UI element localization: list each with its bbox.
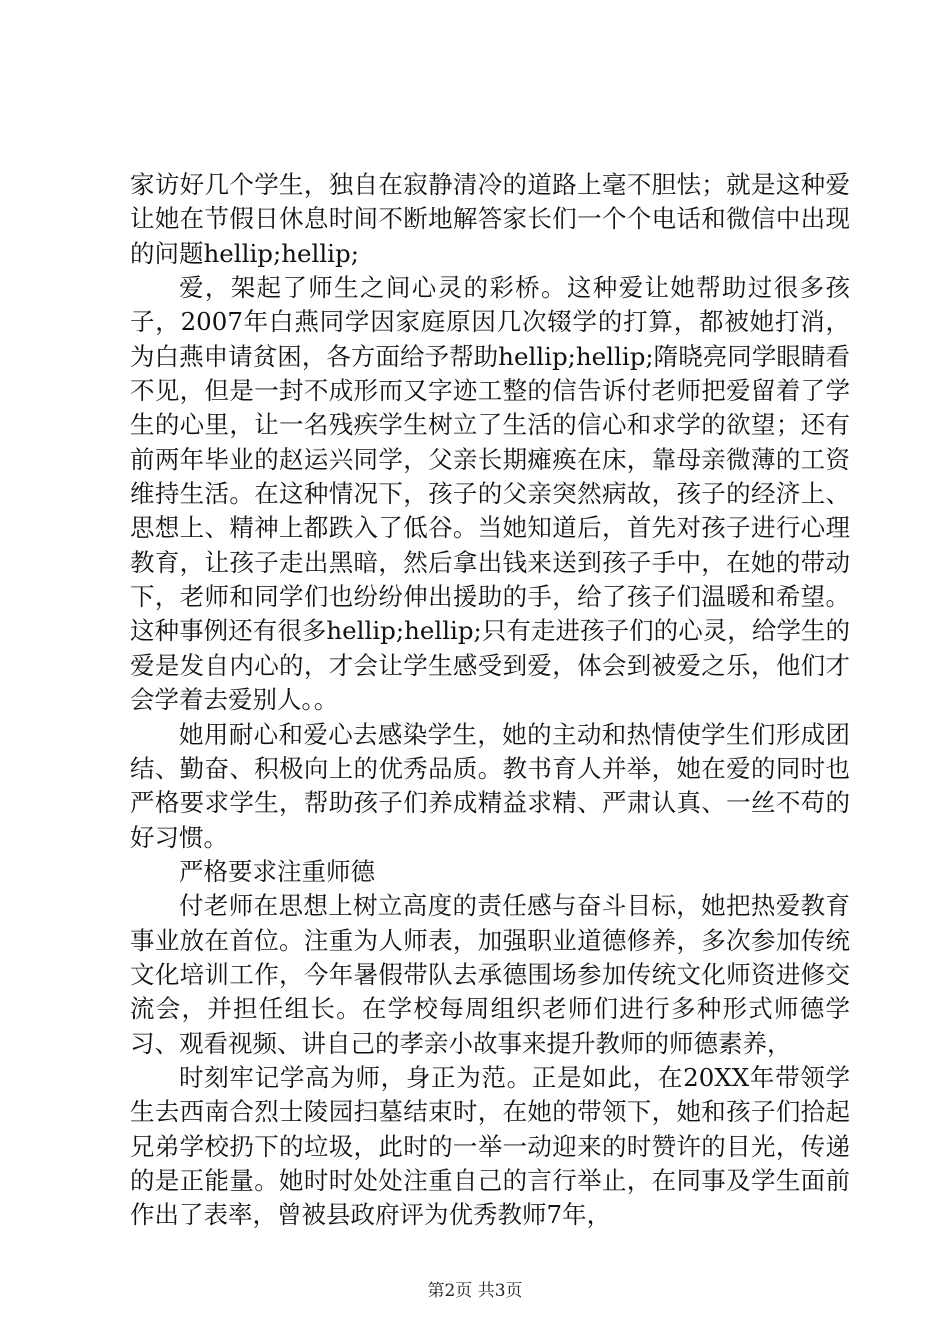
section-heading: 严格要求注重师德 <box>179 856 375 886</box>
paragraph-3: 她用耐心和爱心去感染学生，她的主动和热情使学生们形成团结、勤奋、积极向上的优秀品质。教书育人并举，她在爱的同时也严格要求学生，帮助孩子们养成精益求精、严肃认真、一丝不苟的好习惯。 <box>130 719 850 852</box>
page-number-footer: 第2页 共3页 <box>427 1281 523 1301</box>
paragraph-1: 家访好几个学生，独自在寂静清冷的道路上毫不胆怯；就是这种爱让她在节假日休息时间不断地解答家长们一个个电话和微信中出现的问题hellip;hellip; <box>130 170 850 268</box>
document-body <box>130 168 850 1233</box>
paragraph-4: 付老师在思想上树立高度的责任感与奋斗目标，她把热爱教育事业放在首位。注重为人师表，加强职业道德修养，多次参加传统文化培训工作，今年暑假带队去承德围场参加传统文化师资进修交流会，并担任组长。在学校每周组织老师们进行多种形式师德学习、观看视频、讲自己的孝亲小故事来提升教师的师德素养， <box>130 891 850 1058</box>
paragraph-2: 爱，架起了师生之间心灵的彩桥。这种爱让她帮助过很多孩子，2007年白燕同学因家庭原因几次辍学的打算，都被她打消，为白燕申请贫困，各方面给予帮助hellip;hellip;隋晓亮同学眼睛看不见，但是一封不成形而又字迹工整的信告诉付老师把爱留着了学生的心里，让一名残疾学生树立了生活的信心和求学的欲望；还有前两年毕业的赵运兴同学，父亲长期瘫痪在床，靠母亲微薄的工资维持生活。在这种情况下，孩子的父亲突然病故，孩子的经济上、思想上、精神上都跌入了低谷。当她知道后，首先对孩子进行心理教育，让孩子走出黑暗，然后拿出钱来送到孩子手中，在她的带动下，老师和同学们也纷纷伸出援助的手，给了孩子们温暖和希望。这种事例还有很多hellip;hellip;只有走进孩子们的心灵，给学生的爱是发自内心的，才会让学生感受到爱，体会到被爱之乐，他们才会学着去爱别人。。 <box>130 273 850 715</box>
paragraph-5: 时刻牢记学高为师，身正为范。正是如此，在20XX年带领学生去西南合烈士陵园扫墓结束时，在她的带领下，她和孩子们拾起兄弟学校扔下的垃圾，此时的一举一动迎来的时赞许的目光，传递的是正能量。她时时处处注重自己的言行举止，在同事及学生面前作出了表率，曾被县政府评为优秀教师7年， <box>130 1062 850 1230</box>
